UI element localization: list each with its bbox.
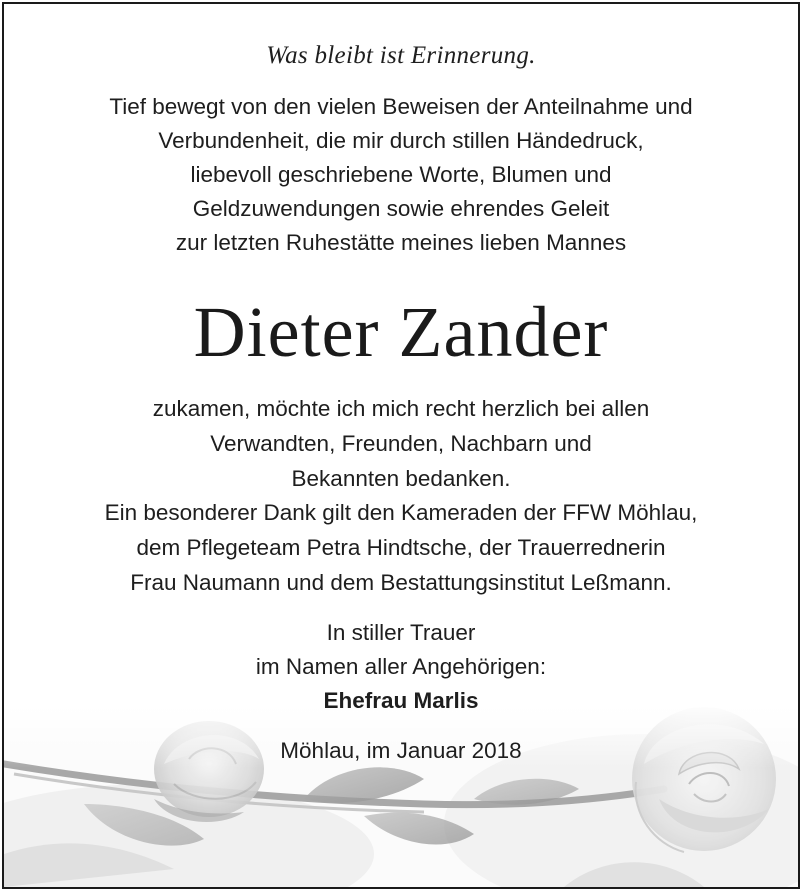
thanks-line: Ein besonderer Dank gilt den Kameraden der FFW Möhlau, xyxy=(104,500,698,526)
opening-quote: Was bleibt ist Erinnerung. xyxy=(266,42,536,69)
signer-name: Ehefrau Marlis xyxy=(323,688,479,713)
thanks-paragraph xyxy=(4,392,798,601)
obituary-notice-frame xyxy=(2,2,800,889)
intro-line: zur letzten Ruhestätte meines lieben Mannes xyxy=(175,230,627,255)
intro-paragraph xyxy=(4,90,798,260)
thanks-line: dem Pflegeteam Petra Hindtsche, der Trauerrednerin xyxy=(136,535,666,561)
signoff-line: In stiller Trauer xyxy=(326,620,476,645)
thanks-line: Frau Naumann und dem Bestattungsinstitut Leßmann. xyxy=(130,569,672,595)
intro-line: Tief bewegt von den vielen Beweisen der Anteilnahme und xyxy=(109,94,693,119)
deceased-name: Dieter Zander xyxy=(193,292,609,372)
roses-illustration xyxy=(4,704,798,887)
place-date: Möhlau, im Januar 2018 xyxy=(280,738,522,763)
intro-line: liebevoll geschriebene Worte, Blumen und xyxy=(190,162,612,187)
thanks-line: Bekannten bedanken. xyxy=(291,465,511,491)
signoff-line: im Namen aller Angehörigen: xyxy=(255,654,547,679)
thanks-line: zukamen, möchte ich mich recht herzlich bei allen xyxy=(152,396,650,421)
signoff-block xyxy=(4,616,798,718)
intro-line: Verbundenheit, die mir durch stillen Händedruck, xyxy=(158,128,644,153)
thanks-line: Verwandten, Freunden, Nachbarn und xyxy=(210,430,592,456)
intro-line: Geldzuwendungen sowie ehrendes Geleit xyxy=(192,196,610,221)
